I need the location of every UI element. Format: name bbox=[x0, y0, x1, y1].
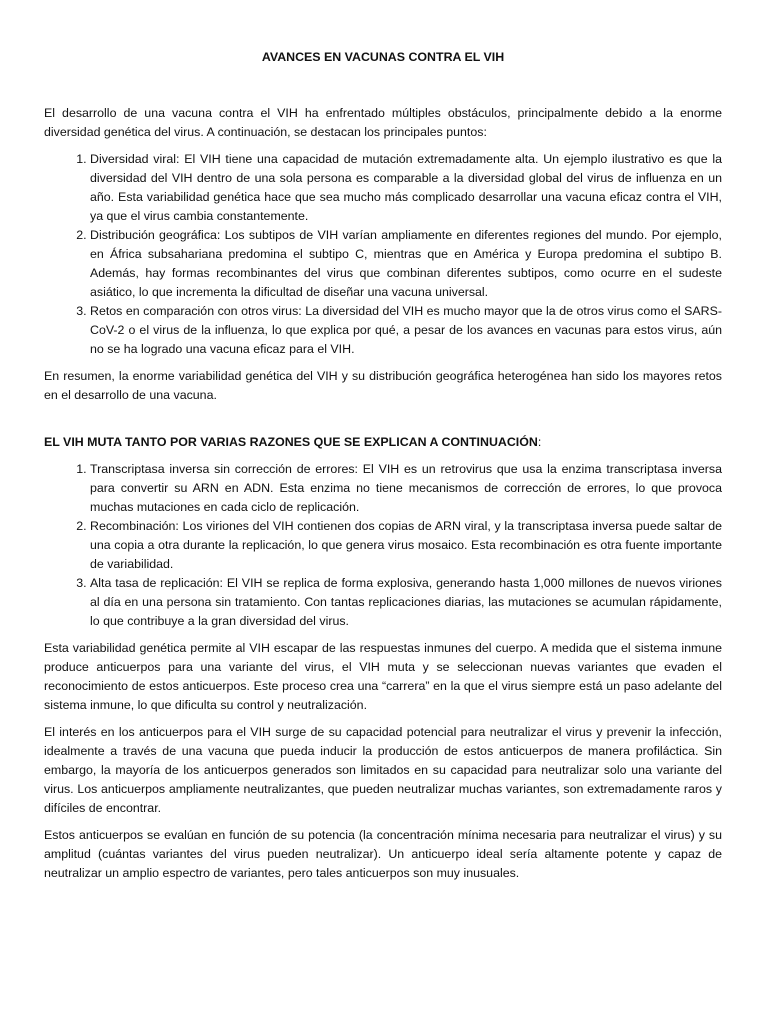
mutation-reasons-list bbox=[44, 460, 722, 631]
list-item: 2. Recombinación: Los viriones del VIH contienen dos copias de ARN viral, y la transcriptasa inversa puede saltar de una copia a otra durante la replicación, lo que genera virus mosaico. Esta recombinación es otra fuente importante de variabilidad. bbox=[90, 517, 722, 574]
list-item: 3. Alta tasa de replicación: El VIH se replica de forma explosiva, generando hasta 1,000 millones de nuevos viriones al día en una persona sin tratamiento. Con tantas replicaciones diarias, las mutaciones se acumulan rápidamente, lo que contribuye a la gran diversidad del virus. bbox=[90, 574, 722, 631]
document-title: AVANCES EN VACUNAS CONTRA EL VIH bbox=[261, 50, 505, 64]
summary-paragraph: En resumen, la enorme variabilidad genética del VIH y su distribución geográfica heterogénea han sido los mayores retos en el desarrollo de una vacuna. bbox=[44, 369, 722, 402]
antibody-interest-paragraph: El interés en los anticuerpos para el VIH surge de su capacidad potencial para neutralizar el virus y prevenir la infección, idealmente a través de una vacuna que pueda inducir la producción de estos anticuerpos de manera profiláctica. Sin embargo, la mayoría de los anticuerpos generados son limitados en su capacidad para neutralizar solo una variante del virus. Los anticuerpos ampliamente neutralizantes, que pueden neutralizar muchas variantes, son extremadamente raros y difíciles de encontrar. bbox=[44, 725, 722, 815]
intro-paragraph: El desarrollo de una vacuna contra el VIH ha enfrentado múltiples obstáculos, principalmente debido a la enorme diversidad genética del virus. A continuación, se destacan los principales puntos: bbox=[44, 106, 722, 139]
section-heading bbox=[44, 433, 722, 452]
section-heading-colon: : bbox=[537, 435, 542, 449]
antibody-evaluation-paragraph: Estos anticuerpos se evalúan en función de su potencia (la concentración mínima necesaria para neutralizar el virus) y su amplitud (cuántas variantes del virus pueden neutralizar). Un anticuerpo ideal sería altamente potente y capaz de neutralizar un amplio espectro de variantes, pero tales anticuerpos son muy inusuales. bbox=[44, 828, 722, 880]
document-page bbox=[44, 48, 722, 891]
list-item: 1. Transcriptasa inversa sin corrección de errores: El VIH es un retrovirus que usa la enzima transcriptasa inversa para convertir su ARN en ADN. Esta enzima no tiene mecanismos de corrección de errores, lo que provoca muchas mutaciones en cada ciclo de replicación. bbox=[90, 460, 722, 517]
list-item: 2. Distribución geográfica: Los subtipos de VIH varían ampliamente en diferentes regiones del mundo. Por ejemplo, en África subsahariana predomina el subtipo C, mientras que en América y Europa predomina el subtipo B. Además, hay formas recombinantes del virus que combinan diferentes subtipos, como ocurre en el sudeste asiático, lo que incrementa la dificultad de diseñar una vacuna universal. bbox=[90, 226, 722, 302]
section-heading-text: EL VIH MUTA TANTO POR VARIAS RAZONES QUE SE EXPLICAN A CONTINUACIÓN bbox=[44, 435, 538, 449]
escape-paragraph: Esta variabilidad genética permite al VIH escapar de las respuestas inmunes del cuerpo. A medida que el sistema inmune produce anticuerpos para una variante del virus, el VIH muta y se seleccionan nuevas variantes que evaden el reconocimiento de estos anticuerpos. Este proceso crea una “carrera” en la que el virus siempre está un paso adelante del sistema inmune, lo que dificulta su control y neutralización. bbox=[44, 641, 722, 712]
list-item: 1. Diversidad viral: El VIH tiene una capacidad de mutación extremadamente alta. Un ejemplo ilustrativo es que la diversidad del VIH dentro de una sola persona es comparable a la diversidad global del virus de influenza en un año. Esta variabilidad genética hace que sea mucho más complicado desarrollar una vacuna eficaz contra el VIH, ya que el virus cambia constantemente. bbox=[90, 150, 722, 226]
obstacles-list bbox=[44, 150, 722, 359]
list-item: 3. Retos en comparación con otros virus: La diversidad del VIH es mucho mayor que la de otros virus como el SARS-CoV-2 o el virus de la influenza, lo que explica por qué, a pesar de los avances en vacunas para estos virus, aún no se ha logrado una vacuna eficaz para el VIH. bbox=[90, 302, 722, 359]
